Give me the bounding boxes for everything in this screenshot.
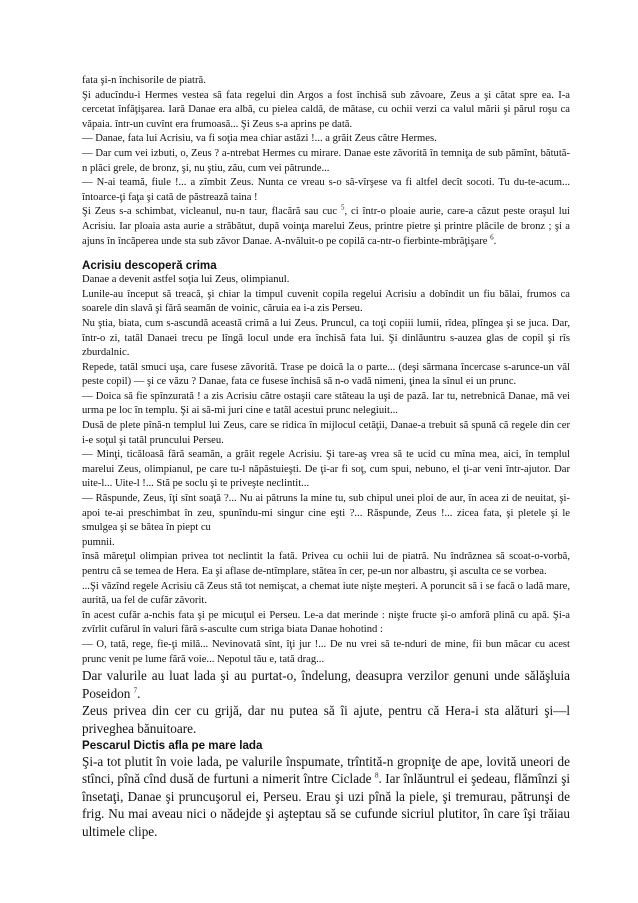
paragraph-text: . Iar înlăuntrul ei şedeau, flămînzi şi însetaţi, Danae şi pruncuşorul ei, Perseu. Erau şi uzi pînă la piele, şi tremurau, pătrunşi de frig. Nu mai aveau nici o nădejde şi aşteptau să se cufunde sicriul plutitor, în care îşi trăiau ultimele clipe. bbox=[82, 771, 571, 839]
document-page bbox=[82, 74, 570, 841]
paragraph: Danae a devenit astfel soţia lui Zeus, olimpianul. bbox=[82, 274, 290, 286]
footnote-marker-8: 8 bbox=[374, 771, 379, 780]
paragraph-with-footnote bbox=[82, 667, 570, 702]
paragraph-text: Şi Zeus s-a schimbat, vicleanul, nu-n taur, flacără sau cuc bbox=[82, 206, 338, 218]
paragraph: — Danae, fata lui Acrisiu, va fi soţia mea chiar astăzi !... a grăit Zeus către Hermes. bbox=[82, 133, 437, 145]
footnote-marker-7: 7 bbox=[133, 686, 138, 695]
paragraph: — Răspunde, Zeus, îţi sînt soaţă ?... Nu ai pătruns la mine tu, sub chipul unei ploi de aur, în acea zi de neuitat, şi-apoi te-ai preschimbat în zeu, spunîndu-mi singur cine eşti ?... Răspunde, Zeus !... zicea fata, şi pletele şi le smulgea şi se bătea în piept cu bbox=[82, 493, 570, 534]
paragraph: ...Şi văzînd regele Acrisiu că Zeus stă tot nemişcat, a chemat iute nişte meşteri. A poruncit să i se facă o ladă mare, aurită, ua fel de cufăr zăvorit. bbox=[82, 580, 570, 607]
section-heading: Acrisiu descoperă crima bbox=[82, 259, 217, 273]
paragraph: însă măreţul olimpian privea tot neclintit la fată. Privea cu ochii lui de piatră. Nu îndrăznea să scoat-o-vorbă, pentru că se temea de Hera. Ea şi aflase de-ntîmplare, stătea în cer, pe-un nor albastru, şi asculta ce se vorbea. bbox=[82, 551, 570, 577]
paragraph: Nu ştia, biata, cum s-ascundă această crimă a lui Zeus. Pruncul, ca toţi copiii lumii, rîdea, plîngea şi se juca. Dar, într-o zi, tatăl Danaei trecu pe lîngă locul unde era închisă fata lui. Şi dinlăuntru s-auzea glas de copil şi rîs zburdalnic. bbox=[82, 317, 570, 359]
paragraph: — Dar cum vei izbuti, o, Zeus ? a-ntrebat Hermes cu mirare. Danae este zăvorită în temniţa de sub pămînt, bătută-n plăci grele, de bronz, şi, nu ştiu, zău, cum vei pătrunde... bbox=[82, 147, 570, 174]
paragraph: Repede, tatăl smuci uşa, care fusese zăvorită. Trase pe doică la o parte... (deşi sărmana încercase s-arunce-un văl peste copil) — şi ce văzu ? Danae, fata ce fusese închisă să n-o vadă nimeni, ţinea la sînul ei un prunc. bbox=[82, 361, 570, 388]
paragraph-text: Dar valurile au luat lada şi au purtat-o, îndelung, deasupra verzilor genuni unde sălăşluia Poseidon bbox=[82, 668, 570, 701]
paragraph-text: , ci într-o ploaie aurie, care-a căzut peste oraşul lui Acrisiu. Iar ploaia asta aurie a străbătut, după voinţa marelui Zeus, printre pietre şi printre plăcile de bronz ; şi a ajuns în încăperea unde sta sub zăvor Danae. A-nvăluit-o pe copilă ca-ntr-o fierbinte-mbrăţişare bbox=[82, 206, 570, 247]
paragraph-with-footnote bbox=[82, 753, 570, 841]
section-heading: Pescarul Dictis afla pe mare lada bbox=[82, 738, 263, 752]
paragraph: — O, tată, rege, fie-ţi milă... Nevinovată sînt, îţi jur !... De nu vrei să te-nduri de mine, fii bun măcar cu acest prunc venit pe lume fără voie... Nepotul tău e, tată drag... bbox=[82, 638, 570, 665]
footnote-marker-6: 6 bbox=[490, 233, 494, 241]
paragraph: fata şi-n închisorile de piatră. bbox=[82, 75, 206, 86]
paragraph: — Minţi, ticăloasă fără seamăn, a grăit regele Acrisiu. Şi tare-aş vrea să te ucid cu mîna mea, aici, în templul marelui Zeus, olimpianul, pe care tu-l năpăstuieşti. De ţi-ar fi soţ, cum spui, nebuno, el ţi-ar veni într-ajutor. Dar uite-l... Uite-l !... Stă pe soclu şi te priveşte neclintit... bbox=[82, 449, 570, 490]
paragraph: Lunile-au început să treacă, şi chiar la timpul cuvenit copila regelui Acrisiu a dobîndit un fiu bălai, frumos ca soarele din slavă şi fără seamăn de voinic, căruia ea i-a zis Perseu. bbox=[82, 288, 570, 315]
paragraph: în acest cufăr a-nchis fata şi pe micuţul ei Perseu. Le-a dat merinde : nişte fructe şi-o amforă plină cu apă. Şi-a zvîrlit cufărul în valuri fără s-asculte cum striga biata Danae hohotind : bbox=[82, 609, 570, 636]
paragraph: — N-ai teamă, fiule !... a zîmbit Zeus. Nunta ce vreau s-o să-vîrşese va fi altfel decît socoti. Tu du-te-acum... întoarce-ţi faţa şi cată de păstrează taina ! bbox=[82, 177, 570, 203]
paragraph: Zeus privea din cer cu grijă, dar nu putea să îi ajute, pentru că Hera-i sta alături şi—l priveghea bănuitoare. bbox=[82, 703, 570, 736]
paragraph-with-footnotes bbox=[82, 205, 570, 249]
paragraph-text: Şi-a tot plutit în voie lada, pe valurile înspumate, trîntită-n gropniţe de ape, lovită uneori de stînci, pînă cînd dusă de furtuni a nimerit între Ciclade bbox=[82, 753, 570, 787]
paragraph: Dusă de plete pînă-n templul lui Zeus, care se ridica în mijlocul cetăţii, Danae-a trebuit să spună că regele din cer i-e soţul şi tatăl pruncului Perseu. bbox=[82, 420, 570, 446]
paragraph: Şi aducîndu-i Hermes vestea să fata regelui din Argos a fost închisă sub zăvoare, Zeus a şi cătat spre ea. I-a cercetat înfăţişarea. Iară Danae era albă, cu pielea caldă, de mătase, cu ochii verzi ca valul mării şi părul roşu ca văpaia. într-un cuvînt era frumoasă... Şi Zeus s-a aprins pe dată. bbox=[82, 89, 570, 130]
paragraph-text: . bbox=[137, 685, 141, 701]
paragraph-text: . bbox=[493, 235, 497, 247]
footnote-marker-5: 5 bbox=[340, 203, 345, 212]
paragraph: — Doica să fie spînzurată ! a zis Acrisiu către ostaşii care stăteau la uşi de pază. Iar tu, netrebnică Danae, mă vei urma pe loc în templu. Şi ai să-mi juri cine e tatăl acestui prunc nelegiuit... bbox=[82, 390, 570, 417]
paragraph: pumnii. bbox=[82, 536, 115, 548]
